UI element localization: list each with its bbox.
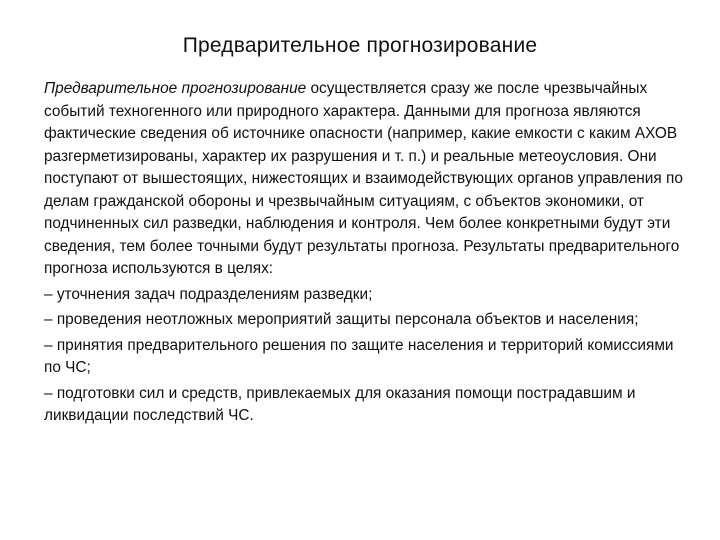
intro-text: осуществляется сразу же после чрезвычайных событий техногенного или природного характера. Данными для прогноза являются фактические сведения об источнике опасности (например, какие емкости с каким АХОВ разгерметизированы, характер их разрушения и т. п.) и реальные метеоусловия. Они поступают от вышестоящих, нижестоящих и взаимодействующих органов управления по делам гражданской обороны и чрезвычайным ситуациям, с объектов экономики, от подчиненных сил разведки, наблюдения и контроля. Чем более конкретными будут эти сведения, тем более точными будут результаты прогноза. Результаты предварительного прогноза используются в целях: bbox=[44, 80, 683, 277]
list-item: – проведения неотложных мероприятий защиты персонала объектов и населения; bbox=[44, 311, 639, 328]
slide-title: Предварительное прогнозирование bbox=[182, 34, 538, 57]
intro-lead-term: Предварительное прогнозирование bbox=[44, 80, 307, 97]
list-item: – подготовки сил и средств, привлекаемых для оказания помощи пострадавшим и ликвидации последствий ЧС. bbox=[44, 384, 636, 424]
list-item: – уточнения задач подразделениям разведки; bbox=[44, 285, 373, 303]
slide-body bbox=[44, 78, 684, 431]
list-item: – принятия предварительного решения по защите населения и территорий комиссиями по ЧС; bbox=[44, 336, 674, 376]
intro-paragraph bbox=[44, 78, 684, 281]
